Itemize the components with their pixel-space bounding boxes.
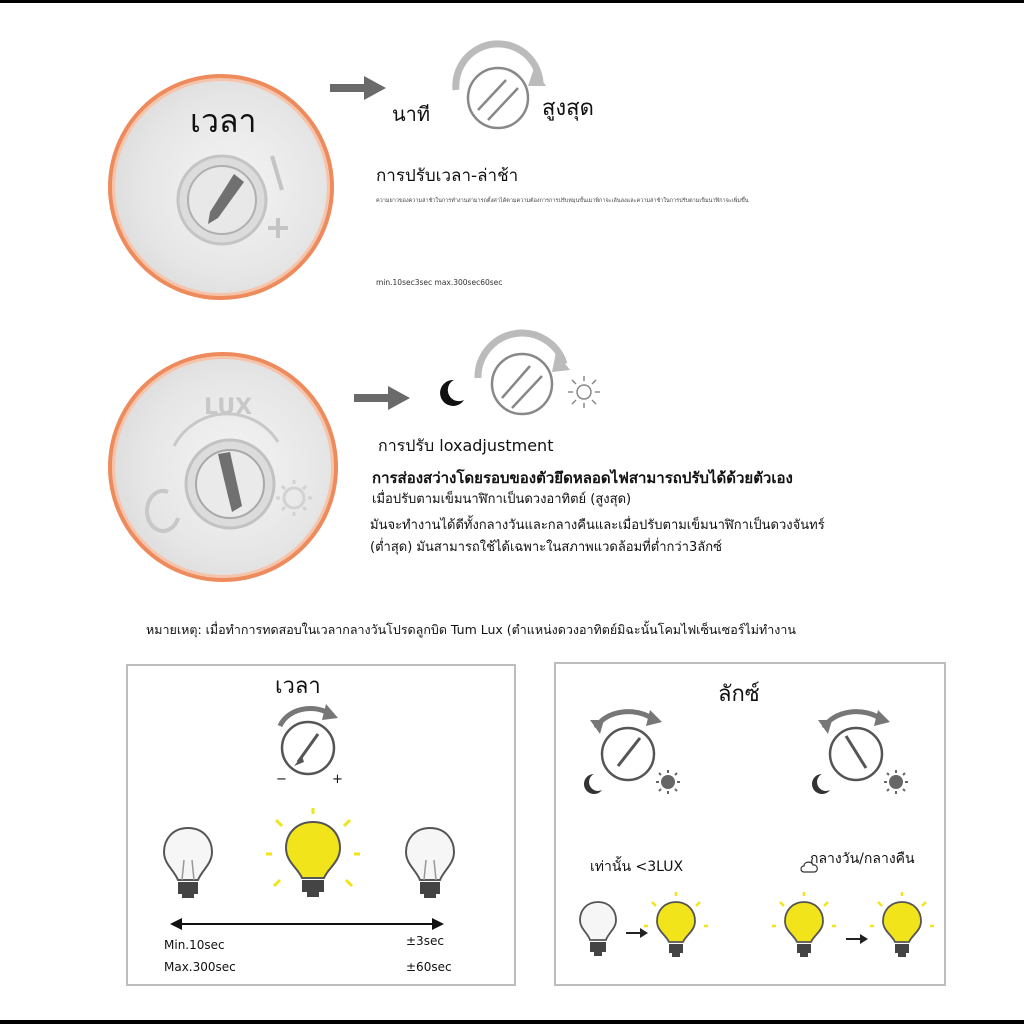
time-dial-label: เวลา [190, 102, 257, 140]
lux-knob-low-icon [590, 706, 670, 776]
note-text: หมายเหตุ: เมื่อทำการทดสอบในเวลากลางวันโปรดลูกบิด Tum Lux (ตำแหน่งดวงอาทิตย์มิฉะนั้นโคมไฟเซ็นเซอร์ไม่ทำงาน [146, 622, 796, 637]
bulb-on-icon [774, 892, 834, 964]
time-range-text: min.10sec3sec max.300sec60sec [376, 278, 503, 287]
max-time-label: Max.300sec [164, 960, 236, 974]
arrow-right-icon [626, 928, 648, 938]
top-border [0, 0, 1024, 3]
lux-knob-icon [112, 356, 334, 578]
time-panel-title: เวลา [275, 674, 321, 699]
short-time-label: ±3sec [406, 934, 444, 948]
sun-icon [564, 372, 604, 412]
time-adjust-heading: การปรับเวลา-ล่าช้า [376, 166, 519, 186]
minus-sign: − [276, 772, 287, 787]
lux-description-line1: การส่องสว่างโดยรอบของตัวยึดหลอดไฟสามารถปรับได้ด้วยตัวเอง [372, 469, 793, 487]
lux-knob-diagram-icon [472, 326, 572, 416]
time-range-arrow-icon [170, 916, 450, 932]
lux-knob-high-icon [818, 706, 898, 776]
lux-description-line3: มันจะทำงานได้ดีทั้งกลางวันและกลางคืนและเมื่อปรับตามเข็มนาฬิกาเป็นดวงจันทร์ [370, 518, 825, 533]
time-knob-diagram-icon [448, 40, 548, 130]
long-time-label: ±60sec [406, 960, 452, 974]
lux-description-line2: เมื่อปรับตามเข็มนาฬิกาเป็นดวงอาทิตย์ (สูงสุด) [372, 492, 632, 507]
bulb-off-icon [576, 900, 620, 962]
label-minute: นาที [392, 102, 431, 126]
bulb-on-icon [646, 892, 706, 964]
lux-dial-photo [108, 352, 338, 582]
bottom-border [0, 1020, 1024, 1024]
moon-icon [808, 772, 832, 796]
bulb-on-icon [268, 808, 358, 908]
arrow-right-icon [354, 386, 414, 410]
lux-adjust-heading: การปรับ loxadjustment [378, 436, 554, 455]
bulb-off-icon [400, 824, 460, 904]
lux-low-caption: เท่านั้น <3LUX [590, 859, 684, 875]
moon-icon [436, 378, 466, 408]
min-time-label: Min.10sec [164, 938, 225, 952]
sun-icon [882, 768, 910, 796]
lux-description-line4: (ต่ำสุด) มันสามารถใช้ได้เฉพาะในสภาพแวดล้อมที่ต่ำกว่า3ลักซ์ [370, 540, 722, 555]
plus-sign: + [332, 772, 343, 787]
label-max: สูงสุด [542, 96, 594, 121]
lux-dial-text: LUX [204, 395, 253, 420]
time-adjust-description: ความยาวของความล่าช้าในการทำงานสามารถตั้งค่าได้ตามความต้องการการปรับหมุนขั้นเมาพิกาจะเล้นลงและความล่าช้าในการปรับตามเข็มนาฬิกาจะเพิ่มขึ้น [376, 198, 749, 204]
lux-panel-title: ลักซ์ [718, 682, 760, 707]
moon-icon [580, 772, 604, 796]
lux-high-caption: กลางวัน/กลางคืน [810, 851, 915, 867]
bulb-off-icon [158, 824, 218, 904]
arrow-right-icon [846, 934, 868, 944]
sun-icon [654, 768, 682, 796]
bulb-on-icon [872, 892, 932, 964]
arrow-right-icon [330, 76, 390, 100]
